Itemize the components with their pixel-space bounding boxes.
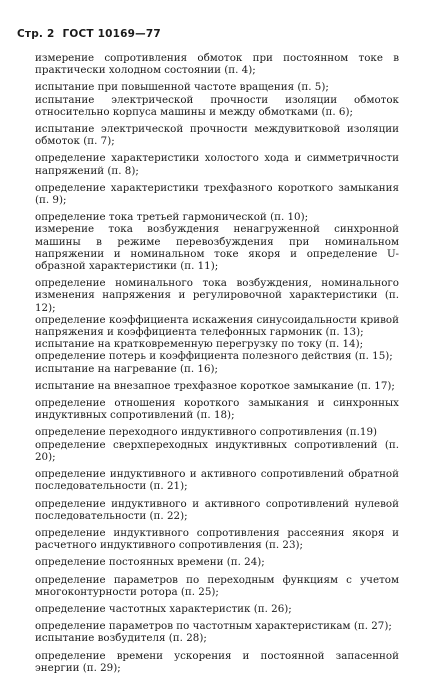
list-item: определение индуктивного сопротивления рассеяния якоря и расчетного индуктивного сопротивления (п. 23); xyxy=(35,526,399,552)
list-item: определение характеристики трехфазного короткого замыкания (п. 9); xyxy=(35,181,399,207)
list-item: определение параметров по частотным характеристикам (п. 27); xyxy=(35,620,392,633)
list-item: испытание на кратковременную перегрузку по току (п. 14); xyxy=(35,338,364,351)
list-item: испытание электрической прочности междувитковой изоляции обмоток (п. 7); xyxy=(35,123,399,148)
page-header xyxy=(17,28,161,40)
list-item: испытание возбудителя (п. 28); xyxy=(35,632,207,645)
list-item: определение тока третьей гармонической (п. 10); xyxy=(35,211,309,224)
list-item: определение индуктивного и активного сопротивлений нулевой последовательности (п. 22); xyxy=(35,497,399,522)
list-item: определение постоянных времени (п. 24); xyxy=(35,556,265,569)
list-item: определение времени ускорения и постоянной запасенной энергии (п. 29); xyxy=(35,649,399,674)
list-item: определение параметров по переходным функциям с учетом многоконтурности ротора (п. 25); xyxy=(35,573,399,598)
standard-designation: ГОСТ 10169—77 xyxy=(62,28,161,40)
list-item: определение номинального тока возбуждения, номинального изменения напряжения и регулировочной характеристики (п. 12); xyxy=(35,277,399,314)
list-item: определение сверхпереходных индуктивных сопротивлений (п. 20); xyxy=(35,438,399,463)
list-item: определение индуктивного и активного сопротивлений обратной последовательности (п. 21); xyxy=(35,468,399,493)
page-number-label: Стр. 2 xyxy=(17,28,55,40)
list-item: измерение сопротивления обмоток при постоянном токе в практически холодном состоянии (п. 4); xyxy=(35,52,399,77)
list-item: определение переходного индуктивного сопротивления (п.19) xyxy=(35,426,378,439)
list-item: определение отношения короткого замыкания и синхронных индуктивных сопротивлений (п. 18); xyxy=(35,397,399,422)
list-item: испытание при повышенной частоте вращения (п. 5); xyxy=(35,81,329,94)
document-body xyxy=(35,52,399,679)
list-item: определение частотных характеристик (п. 26); xyxy=(35,602,292,615)
list-item: измерение тока возбуждения ненагруженной синхронной машины в режиме перевозбуждения при номинальном напряжении и номинальном токе якоря и определение U-образной характеристики (п. 11); xyxy=(35,223,399,273)
list-item: определение характеристики холостого хода и симметричности напряжений (п. 8); xyxy=(35,152,399,177)
list-item: испытание на внезапное трехфазное короткое замыкание (п. 17); xyxy=(35,379,395,392)
list-item: определение потерь и коэффициента полезного действия (п. 15); xyxy=(35,350,393,363)
list-item: испытание электрической прочности изоляции обмоток относительно корпуса машины и между обмотками (п. 6); xyxy=(35,93,399,118)
list-item: испытание на нагревание (п. 16); xyxy=(35,362,219,375)
list-item: определение коэффициента искажения синусоидальности кривой напряжения и коэффициента телефонных гармоник (п. 13); xyxy=(35,313,399,339)
